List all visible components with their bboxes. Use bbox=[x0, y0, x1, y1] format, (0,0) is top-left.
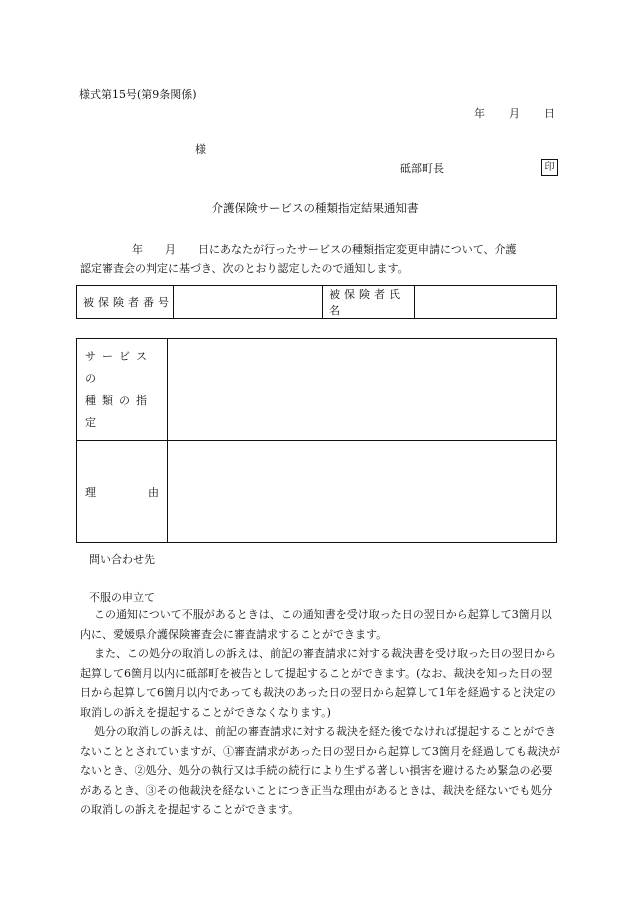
objection-heading: 不服の申立て bbox=[89, 591, 155, 604]
insured-name-field[interactable] bbox=[415, 286, 557, 319]
date-year-label: 年 bbox=[474, 107, 485, 120]
service-type-field[interactable] bbox=[168, 339, 557, 441]
reason-field[interactable] bbox=[168, 441, 557, 543]
form-number: 様式第15号(第9条関係) bbox=[79, 88, 197, 101]
service-label-line-1: サービスの bbox=[85, 349, 153, 385]
intro-line-2: 認定審査会の判定に基づき、次のとおり認定したので通知します。 bbox=[80, 262, 409, 275]
issuer-name: 砥部町長 bbox=[400, 162, 444, 175]
reason-label bbox=[77, 441, 168, 543]
objection-paragraph-1: この通知について不服があるときは、この通知書を受け取った日の翌日から起算して3箇月以内に、愛媛県介護保険審査会に審査請求することができます。 bbox=[80, 608, 552, 641]
date-day-label: 日 bbox=[544, 107, 555, 120]
intro-text bbox=[80, 240, 560, 278]
objection-paragraph-3: 処分の取消しの訴えは、前記の審査請求に対する裁決を経た後でなければ提起することができないこととされていますが、①審査請求があった日の翌日から起算して3箇月を経過しても裁決がないとき、②処分、処分の執行又は手続の続行により生ずる著しい損害を避けるため緊急の必要があるとき、③その他裁決を経ないことにつき正当な理由があるときは、裁決を経ないでも処分の取消しの訴えを提起することができます。 bbox=[80, 725, 560, 816]
intro-line-1 bbox=[80, 240, 560, 259]
reason-label-left: 理 bbox=[85, 485, 96, 499]
service-label-line-2: 種類の指定 bbox=[85, 393, 153, 429]
issue-date bbox=[474, 105, 555, 121]
intro-rest: 日にあなたが行ったサービスの種類指定変更申請について、介護 bbox=[198, 243, 517, 256]
inquiry-label: 問い合わせ先 bbox=[89, 553, 155, 566]
insured-number-field[interactable] bbox=[174, 286, 323, 319]
insured-info-table bbox=[76, 285, 557, 319]
insured-number-label: 被保険者番号 bbox=[77, 286, 174, 319]
intro-month: 月 bbox=[165, 243, 176, 256]
document-title: 介護保険サービスの種類指定結果通知書 bbox=[211, 201, 419, 215]
designation-table bbox=[76, 338, 557, 543]
intro-year: 年 bbox=[132, 243, 143, 256]
addressee-suffix: 様 bbox=[195, 143, 206, 156]
reason-label-right: 由 bbox=[148, 485, 159, 499]
date-month-label: 月 bbox=[509, 107, 520, 120]
objection-body bbox=[80, 605, 560, 820]
objection-paragraph-2: また、この処分の取消しの訴えは、前記の審査請求に対する裁決書を受け取った日の翌日から起算して6箇月以内に砥部町を被告として提起することができます。(なお、裁決を知った日の翌日から起算して6箇月以内であっても裁決のあった日の翌日から起算して1年を経過すると決定の取消しの訴えを提起することができなくなります。) bbox=[80, 647, 556, 719]
service-type-label bbox=[77, 339, 168, 441]
insured-name-label: 被保険者氏名 bbox=[323, 286, 415, 319]
seal-mark: 印 bbox=[541, 159, 558, 176]
